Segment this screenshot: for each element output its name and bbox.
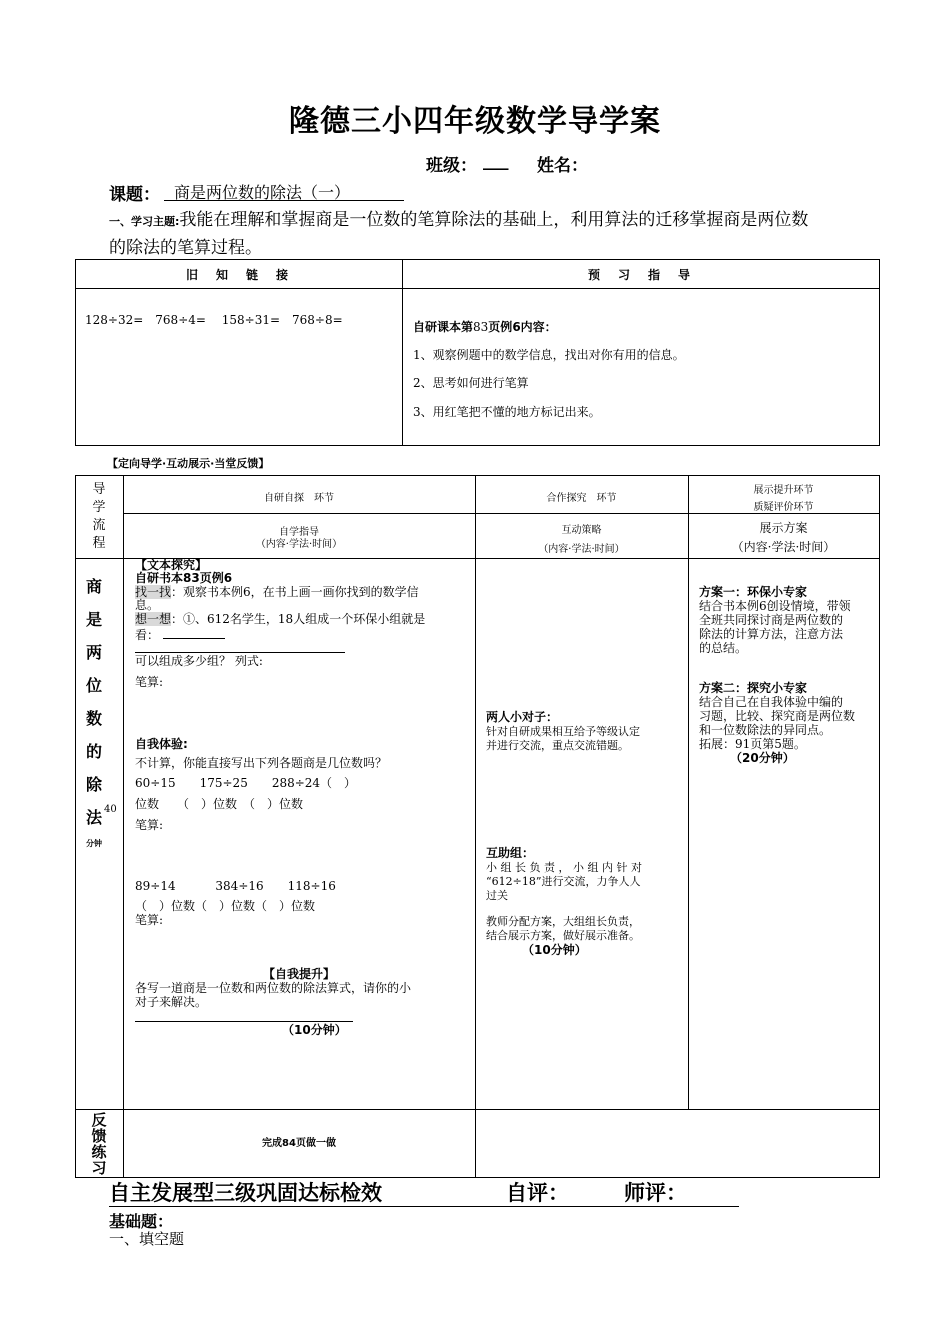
- footer-main-line: [109, 1180, 739, 1207]
- think-text-2: [135, 626, 225, 643]
- col3-time: （20分钟）: [730, 751, 795, 765]
- side-char: 除: [85, 775, 102, 794]
- col3-sub-2: （内容·学法·时间）: [731, 540, 836, 554]
- topic-text: 商是两位数的除法（一）: [174, 183, 351, 202]
- find-label: 找一找: [135, 585, 172, 599]
- feedback-label: [75, 1112, 123, 1176]
- side-time-num: 40: [104, 804, 117, 815]
- class-label: 班级：: [426, 156, 477, 176]
- col2-sub-1: 互动策略: [561, 525, 602, 536]
- text-explore-sub: 自研书本83页例6: [135, 571, 233, 585]
- find-text: ：观察书本例6，在书上画一画你找到的数学信: [171, 585, 419, 599]
- flow-char: 流: [92, 518, 106, 533]
- feedback-char: 馈: [91, 1127, 107, 1145]
- experience-row-1b: 位数 （ ）位数 （ ）位数: [135, 797, 304, 811]
- q-groups: 可以组成多少组？ 列式:: [135, 654, 263, 668]
- col2-header: 合作探究 环节: [546, 493, 617, 504]
- feedback-char: 练: [91, 1143, 107, 1161]
- plan1-line-1: 结合书本例6创设情境，带领: [699, 599, 851, 613]
- side-char: 商: [85, 577, 102, 596]
- fill-title: 一、填空题: [109, 1230, 185, 1248]
- group-text-1: 小 组 长 负 责 ， 小 组 内 针 对: [486, 861, 642, 874]
- section-label: 【定向导学·互动展示·当堂反馈】: [107, 457, 270, 470]
- self-improve-text-2: 对子来解决。: [135, 995, 208, 1009]
- teacher-text-1: 教师分配方案，大组组长负责，: [486, 915, 640, 928]
- plan1-title: 方案一：环保小专家: [699, 585, 808, 599]
- answer-blank[interactable]: [163, 626, 225, 639]
- side-char: 是: [85, 610, 102, 629]
- find-line: [135, 585, 419, 600]
- preview-item-1: 1、观察例题中的数学信息，找出对你有用的信息。: [413, 348, 685, 362]
- experience-text: 不计算，你能直接写出下列各题商是几位数吗？: [135, 756, 388, 770]
- topic-label: 课题：: [109, 185, 160, 205]
- preview-title-d: 内容：: [520, 320, 557, 334]
- plan2-line-4: 拓展：91页第5题。: [699, 737, 806, 751]
- side-char: 的: [85, 742, 102, 761]
- feedback-char: 反: [91, 1111, 107, 1129]
- find-text-2: 息。: [135, 598, 160, 612]
- feedback-char: 习: [91, 1159, 107, 1177]
- preview-title-b: 页例: [488, 320, 513, 334]
- feedback-task: 完成84页做一做: [262, 1138, 336, 1149]
- experience-row-2: 89÷14 384÷16 118÷16: [135, 879, 336, 893]
- think-text-2-label: 看：: [135, 628, 160, 642]
- flow-header: [75, 481, 123, 553]
- teacher-text-2: 结合展示方案，做好展示准备。: [486, 929, 640, 942]
- basic-title: 基础题：: [109, 1212, 174, 1231]
- theme-text-2: 的除法的笔算过程。: [109, 238, 262, 258]
- self-eval: 自评：: [506, 1181, 569, 1205]
- plan1-line-3: 除法的计算方法，注意方法: [699, 627, 844, 641]
- preview-item-3: 3、用红笔把不懂的地方标记出来。: [413, 405, 601, 419]
- think-label: 想一想: [135, 612, 172, 626]
- teacher-eval: 师评：: [624, 1181, 687, 1205]
- col3-sub-1: 展示方案: [759, 521, 808, 535]
- col1-sub-1: 自学指导: [279, 527, 319, 538]
- side-char: 位: [85, 676, 102, 695]
- pair-text-2: 并进行交流，重点交流错题。: [486, 739, 629, 752]
- self-improve-text-1: 各写一道商是一位数和两位数的除法算式，请你的小: [135, 981, 412, 995]
- side-char: 法: [85, 808, 102, 827]
- preview-item-2: 2、思考如何进行笔算: [413, 376, 529, 390]
- plan1-line-2: 全班共同探讨商是两位数的: [699, 613, 844, 627]
- group-text-3: 过关: [486, 889, 508, 902]
- experience-row-1: 60÷15 175÷25 288÷24（ ）: [135, 776, 357, 790]
- flow-char: 学: [92, 500, 106, 515]
- preview-title-c: 6: [512, 320, 521, 334]
- old-knowledge-header: 旧 知 链 接: [185, 268, 291, 282]
- pair-text-1: 针对自研成果相互给予等级认定: [486, 725, 640, 738]
- group-text-2: “612÷18”进行交流，力争人人: [486, 875, 641, 888]
- group-title: 互助组：: [486, 846, 535, 860]
- name-label: 姓名：: [537, 156, 588, 176]
- page-title: 隆德三小四年级数学导学案: [289, 104, 661, 139]
- text-explore-heading: 【文本探究】: [135, 558, 208, 572]
- divider-line: [135, 652, 345, 653]
- footer-main: 自主发展型三级巩固达标检效: [109, 1181, 382, 1205]
- topic-value: [164, 180, 404, 201]
- col1-time: （10分钟）: [282, 1023, 347, 1037]
- col2-time: （10分钟）: [522, 943, 587, 957]
- col3-header-2: 质疑评价环节: [753, 502, 814, 513]
- side-char: 两: [85, 643, 102, 662]
- theme-text-1: 我能在理解和掌握商是一位数的笔算除法的基础上，利用算法的迁移掌握商是两位数: [179, 210, 809, 230]
- plan2-title: 方案二：探究小专家: [699, 681, 808, 695]
- think-line: [135, 612, 425, 627]
- experience-title: 自我体验:: [135, 737, 188, 751]
- plan2-line-1: 结合自己在自我体验中编的: [699, 695, 844, 709]
- think-text: ：①、612名学生，18人组成一个环保小组就是: [171, 612, 426, 626]
- col1-header: 自研自探 环节: [264, 493, 334, 504]
- bisuan-3: 笔算:: [135, 913, 164, 927]
- side-time-unit: 分钟: [86, 839, 102, 848]
- plan2-line-3: 和一位数除法的异同点。: [699, 723, 832, 737]
- plan2-line-2: 习题，比较、探究商是两位数: [699, 709, 856, 723]
- side-char: 数: [85, 709, 102, 728]
- self-improve-title: 【自我提升】: [262, 967, 335, 981]
- experience-row-2b: （ ）位数（ ）位数（ ）位数: [135, 899, 316, 913]
- preview-header: 预 习 指 导: [587, 268, 693, 282]
- pair-title: 两人小对子：: [486, 710, 559, 724]
- theme-label: 一、学习主题:: [109, 215, 180, 228]
- answer-line: [135, 1021, 353, 1022]
- learning-theme: [109, 207, 909, 261]
- col2-sub-2: （内容·学法·时间）: [538, 544, 625, 555]
- class-blank: ___: [483, 151, 509, 171]
- side-title: [80, 570, 108, 834]
- bisuan-2: 笔算:: [135, 818, 164, 832]
- old-knowledge-problems: 128÷32= 768÷4= 158÷31= 768÷8=: [85, 313, 343, 327]
- preview-title-a: 自研课本第: [413, 320, 474, 334]
- col1-sub-2: （内容·学法·时间）: [255, 539, 343, 550]
- flow-char: 导: [92, 482, 106, 497]
- plan1-line-4: 的总结。: [699, 641, 748, 655]
- col3-header-1: 展示提升环节: [753, 485, 814, 496]
- preview-title-num: 83: [473, 320, 489, 334]
- preview-title: [413, 318, 557, 335]
- flow-char: 程: [92, 536, 106, 551]
- bisuan-1: 笔算:: [135, 675, 164, 689]
